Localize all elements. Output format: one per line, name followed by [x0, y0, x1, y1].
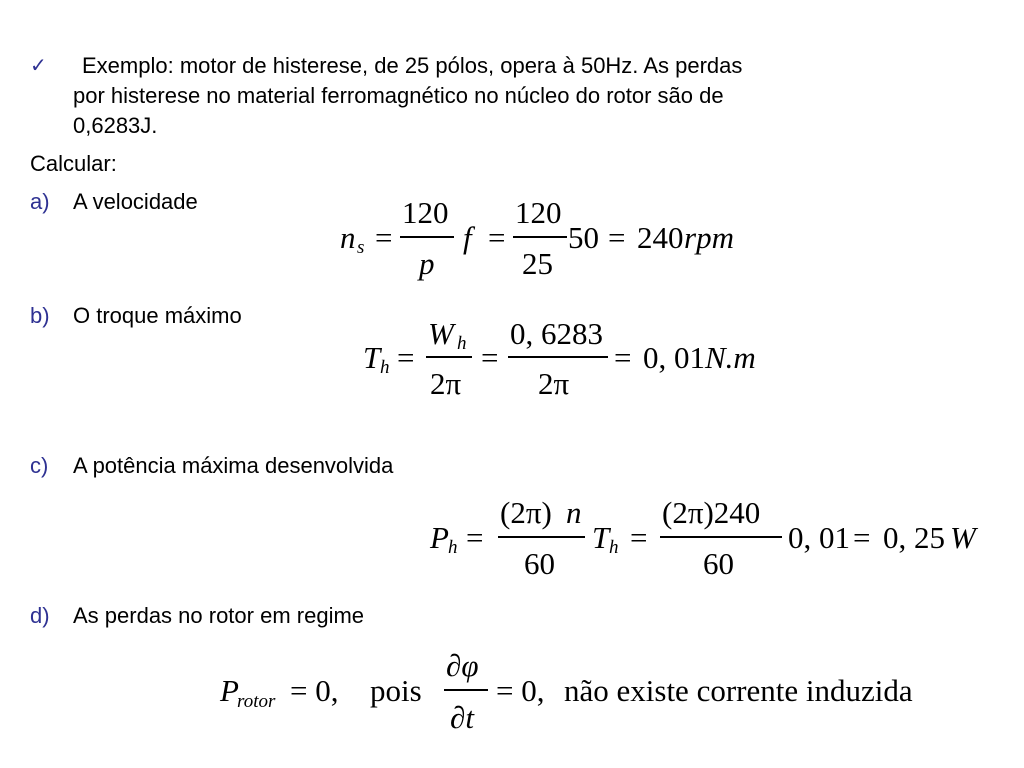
item-b-text: O troque máximo — [73, 303, 242, 328]
eq-a-bar2 — [513, 236, 567, 238]
eq-b-den1: 2π — [430, 366, 462, 401]
item-a-text: A velocidade — [73, 189, 198, 214]
eq-b-result: 0, 01 — [643, 340, 705, 375]
eq-a-f: f — [463, 220, 472, 255]
eq-b-eq3: = — [614, 340, 632, 375]
eq-c-num1-n: n — [566, 495, 582, 530]
eq-a-num1: 120 — [402, 195, 449, 230]
eq-d-text: não existe corrente induzida — [564, 673, 913, 708]
eq-b-T: T — [363, 340, 381, 375]
eq-a-bar1 — [400, 236, 454, 238]
eq-b-bar1 — [426, 356, 472, 358]
eq-c-den2: 60 — [703, 546, 734, 581]
eq-c-num1-a: (2π) — [500, 495, 552, 530]
item-c-text: A potência máxima desenvolvida — [73, 453, 394, 478]
eq-d-eq1: = 0, — [290, 673, 339, 708]
eq-c-T: T — [592, 520, 610, 555]
eq-c-bar2 — [660, 536, 782, 538]
item-b-marker: b) — [30, 303, 50, 328]
eq-b-eq1: = — [397, 340, 415, 375]
eq-c-unit: W — [950, 520, 976, 555]
eq-a-eq3: = — [608, 220, 626, 255]
eq-c-result: 0, 25 — [883, 520, 945, 555]
eq-a-den1: p — [419, 246, 435, 281]
item-d-marker: d) — [30, 603, 50, 628]
intro-line-2: por histerese no material ferromagnético no núcleo do rotor são de — [73, 83, 724, 108]
eq-c-eq3: = — [853, 520, 871, 555]
eq-c-num2: (2π)240 — [662, 495, 761, 530]
eq-b-num1-w: W — [428, 316, 454, 351]
check-icon: ✓ — [30, 55, 47, 77]
eq-c-eq2: = — [630, 520, 648, 555]
eq-b-den2: 2π — [538, 366, 570, 401]
eq-b-bar2 — [508, 356, 608, 358]
eq-a-unit: rpm — [684, 220, 734, 255]
eq-d-sub: rotor — [237, 691, 276, 712]
item-c-marker: c) — [30, 453, 49, 478]
eq-b-sub: h — [380, 357, 390, 378]
eq-c-eq1: = — [466, 520, 484, 555]
intro-line-3: 0,6283J. — [73, 113, 158, 138]
eq-b-num2: 0, 6283 — [510, 316, 603, 351]
eq-c-sub: h — [448, 537, 458, 558]
eq-b-unit: N.m — [705, 340, 756, 375]
eq-c-bar1 — [498, 536, 585, 538]
calc-label: Calcular: — [30, 151, 117, 176]
eq-a-tail: 50 — [568, 220, 599, 255]
eq-a-eq1: = — [375, 220, 393, 255]
eq-a-eq2: = — [488, 220, 506, 255]
eq-d-bar — [444, 689, 488, 691]
eq-a-result: 240 — [637, 220, 684, 255]
eq-d-P: P — [220, 673, 239, 708]
eq-a-num2: 120 — [515, 195, 562, 230]
item-a-marker: a) — [30, 189, 50, 214]
intro-line-1: Exemplo: motor de histerese, de 25 pólos, opera à 50Hz. As perdas — [82, 53, 743, 78]
eq-d-den: ∂t — [450, 700, 474, 735]
eq-d-num: ∂φ — [446, 648, 479, 683]
eq-a-n: n — [340, 220, 356, 255]
eq-c-den1: 60 — [524, 546, 555, 581]
eq-d-pois: pois — [370, 673, 422, 708]
eq-c-P: P — [430, 520, 449, 555]
item-d-text: As perdas no rotor em regime — [73, 603, 365, 628]
eq-c-tsub: h — [609, 537, 619, 558]
eq-b-eq2: = — [481, 340, 499, 375]
eq-a-sub: s — [357, 237, 365, 258]
eq-b-num1-sub: h — [457, 333, 467, 354]
eq-d-eq2: = 0, — [496, 673, 545, 708]
eq-a-den2: 25 — [522, 246, 553, 281]
eq-c-tail: 0, 01 — [788, 520, 850, 555]
